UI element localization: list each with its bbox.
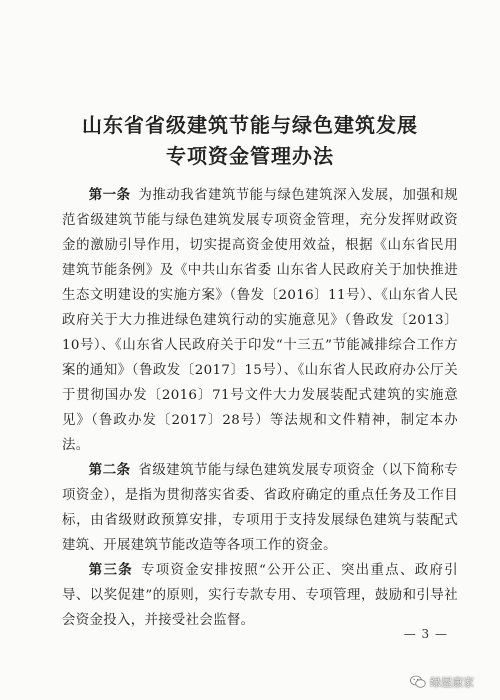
watermark xyxy=(410,674,474,690)
article-2-number: 第二条 xyxy=(88,463,131,478)
document-title xyxy=(0,110,500,172)
article-2 xyxy=(62,458,458,558)
article-2-text: 省级建筑节能与绿色建筑发展专项资金（以下简称专项资金），是指为贯彻落实省委、省政府确定的重点任务及工作目标，由省级财政预算安排，专项用于支持发展绿色建筑与装配式建筑、开展建筑节能改造等各项工作的资金。 xyxy=(62,463,458,553)
page-number: — 3 — xyxy=(403,627,448,641)
title-line-2: 专项资金管理办法 xyxy=(166,144,334,168)
wechat-icon xyxy=(410,675,426,689)
article-3 xyxy=(62,558,458,633)
article-1 xyxy=(62,183,458,458)
article-3-number: 第三条 xyxy=(88,563,134,578)
title-line-1: 山东省省级建筑节能与绿色建筑发展 xyxy=(82,113,418,137)
article-1-number: 第一条 xyxy=(88,188,131,203)
article-3-text: 专项资金安排按照“公开公正、突出重点、政府引导、以奖促建”的原则，实行专款专用、专项管理，鼓励和引导社会资金投入，并接受社会监督。 xyxy=(62,563,458,628)
article-list xyxy=(62,183,458,633)
watermark-label: 绿屋康家 xyxy=(430,676,474,689)
article-1-text: 为推动我省建筑节能与绿色建筑深入发展，加强和规范省级建筑节能与绿色建筑发展专项资金管理，充分发挥财政资金的激励引导作用，切实提高资金使用效益，根据《山东省民用建筑节能条例》及《中共山东省委 山东省人民政府关于加快推进生态文明建设的实施方案》（鲁发〔2016〕11号）、《山东省人民政府关于大力推进绿色建筑行动的实施意见》（鲁政发〔2013〕10号）、《山东省人民政府关于印发“十三五”节能减排综合工作方案的通知》（鲁政发〔2017〕15号）、《山东省人民政府办公厅关于贯彻国办发〔2016〕71号文件大力发展装配式建筑的实施意见》（鲁政办发〔2017〕28号）等法规和文件精神，制定本办法。 xyxy=(62,188,458,453)
